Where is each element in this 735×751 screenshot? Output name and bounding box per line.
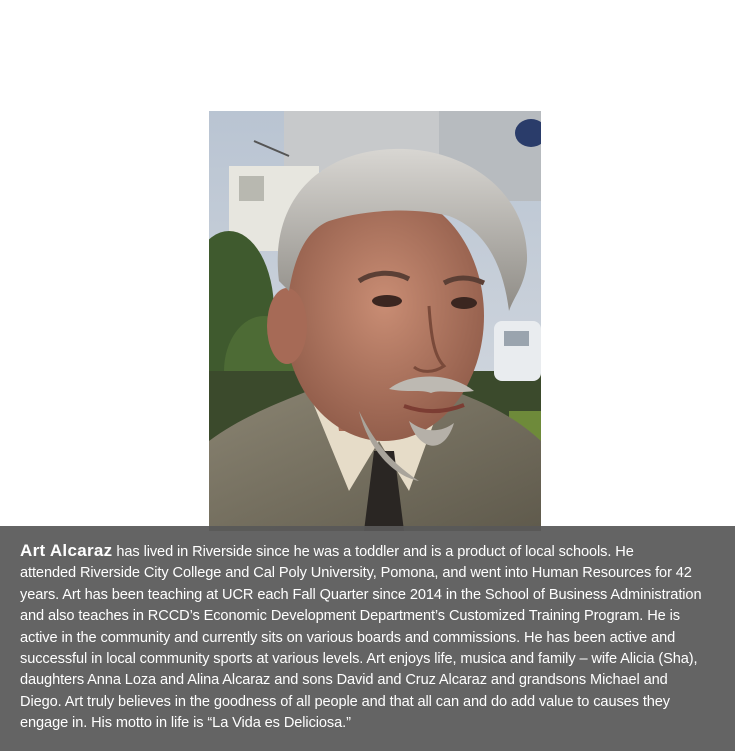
bio-line: has lived in Riverside since he was a toddler and is a product of local schools. He: [112, 544, 634, 560]
bio-line: daughters Anna Loza and Alina Alcaraz and sons David and Cruz Alcaraz and grandsons Michael and: [20, 672, 668, 689]
bio-line: successful in local community sports at various levels. Art enjoys life, musica and family – wife Alicia (Sha),: [20, 651, 698, 668]
bio-line: years. Art has been teaching at UCR each Fall Quarter since 2014 in the School of Business Administration: [20, 586, 702, 603]
portrait-illustration: [209, 111, 541, 531]
bio-line: attended Riverside City College and Cal Poly University, Pomona, and went into Human Resources for 42: [20, 565, 692, 582]
bio-panel: [0, 526, 735, 751]
bio-line: and also teaches in RCCD’s Economic Development Department’s Customized Training Program. He is: [20, 608, 680, 625]
portrait-photo: [209, 111, 541, 531]
bio-line: engage in. His motto in life is “La Vida es Deliciosa.”: [20, 715, 351, 732]
bio-text: [20, 540, 725, 735]
bio-line: active in the community and currently sits on various boards and commissions. He has been active and: [20, 629, 676, 646]
bio-line: Diego. Art truly believes in the goodness of all people and that all can and do add value to causes they: [20, 693, 671, 710]
bio-name: Art Alcaraz: [20, 541, 113, 560]
